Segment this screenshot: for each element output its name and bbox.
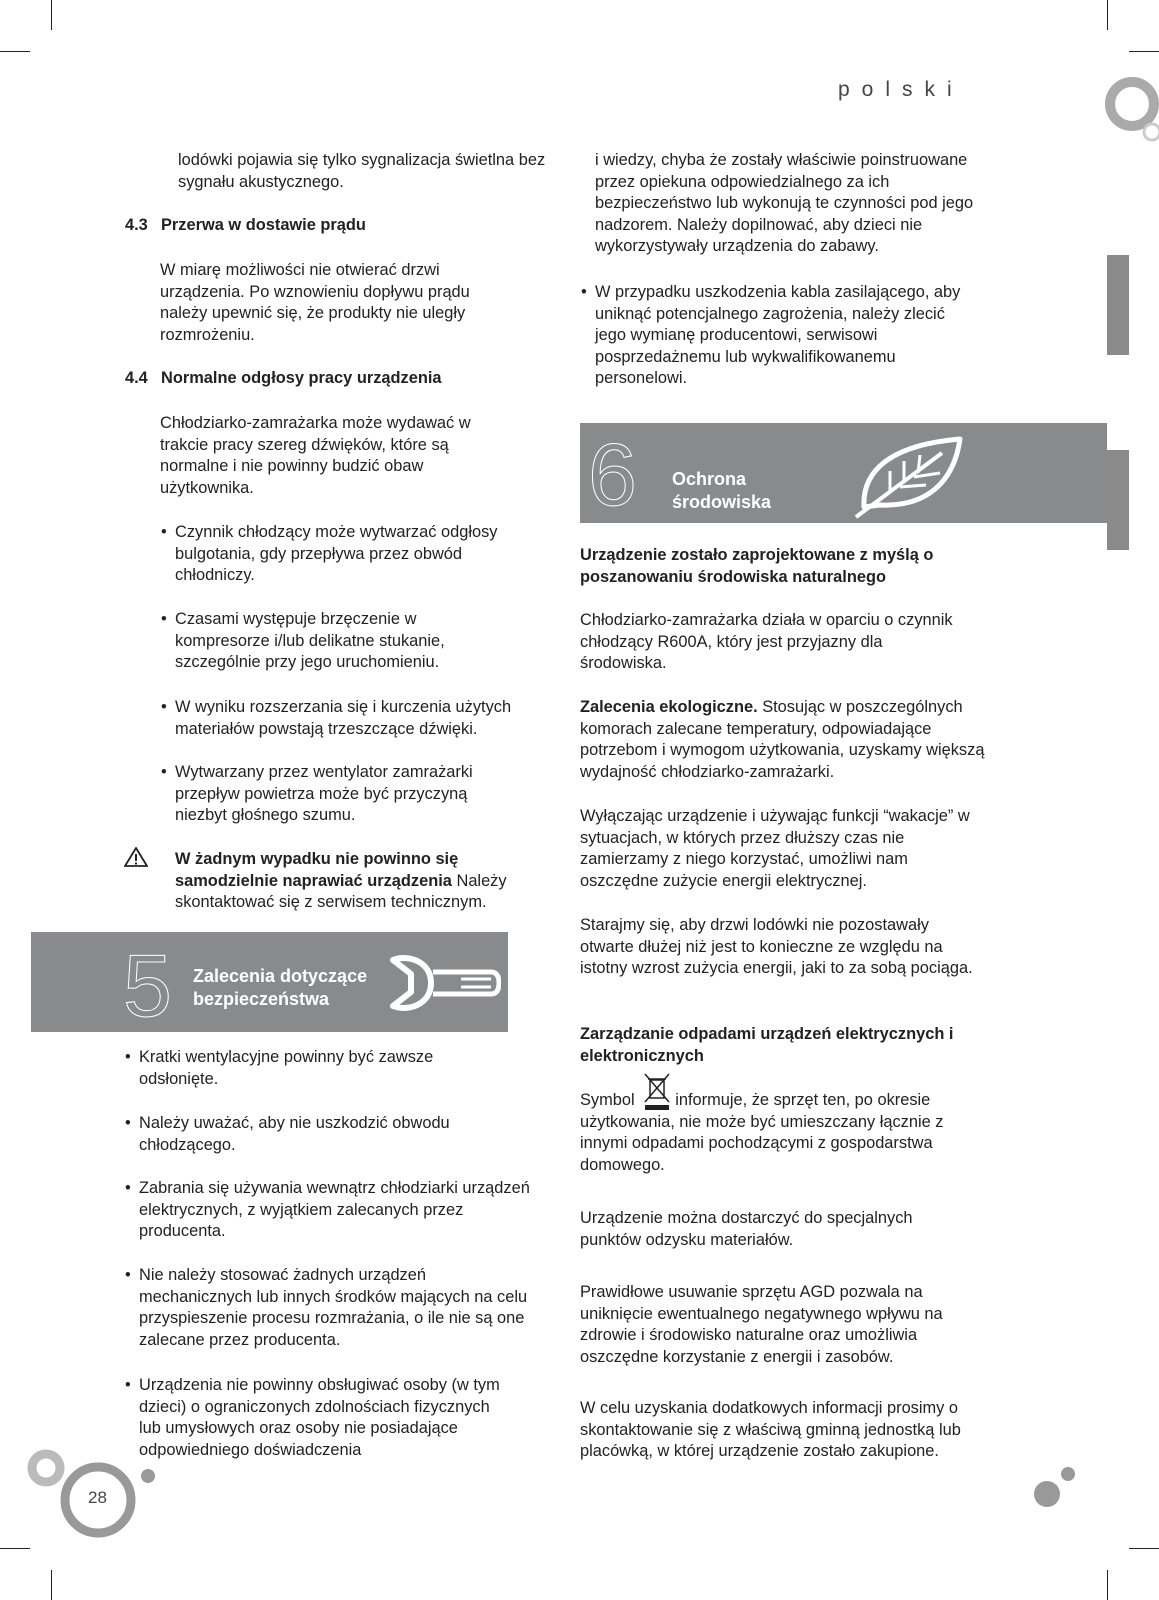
section-4-3-body: W miarę możliwości nie otwierać drzwi urządzenia. Po wznowieniu dopływu prądu należy upewnić się, że produkty nie uległy rozmrożeniu. bbox=[160, 261, 470, 344]
section-title: Zalecenia dotyczące bezpieczeństwa bbox=[193, 966, 368, 1009]
paragraph: Zalecenia ekologiczne. Stosując w poszczególnych komorach zalecane temperatury, odpowiadające potrzebom i wymogom użytkowania, uzyskamy większą wydajność chłodziarko-zamrażarki. bbox=[580, 698, 985, 781]
paragraph: Starajmy się, aby drzwi lodówki nie pozostawały otwarte dłużej niż jest to konieczne ze względu na istotny wzrost zużycia energii, jaki to za sobą pociąga. bbox=[580, 916, 973, 977]
section-4-3-heading: 4.3 Przerwa w dostawie prądu bbox=[125, 216, 366, 234]
crop-mark bbox=[1107, 0, 1108, 30]
list-item: • W wyniku rozszerzania się i kurczenia użytych materiałów powstają trzeszczące dźwięki. bbox=[161, 698, 512, 738]
section-number: 5 bbox=[123, 936, 172, 1035]
crop-mark bbox=[1129, 51, 1159, 52]
paragraph: Symbol informuje, że sprzęt ten, po okresie użytkowania, nie może być umieszczany łącznie z innymi odpadami pochodzącymi z gospodarstwa domowego. bbox=[580, 1091, 944, 1174]
section-4-4-heading: 4.4 Normalne odgłosy pracy urządzenia bbox=[125, 369, 442, 387]
crop-mark bbox=[51, 1570, 52, 1600]
section-tab bbox=[1107, 450, 1129, 550]
list-item: • Urządzenia nie powinny obsługiwać osoby (w tym dzieci) o ograniczonych zdolnościach fizycznych lub umysłowych oraz osoby nie posiadające odpowiedniego doświadczenia bbox=[125, 1376, 500, 1459]
language-label: polski bbox=[838, 78, 964, 101]
section-title: Ochrona środowiska bbox=[672, 469, 772, 512]
page-number: 28 bbox=[88, 1488, 107, 1507]
crossed-bin-icon bbox=[642, 1072, 672, 1112]
list-item: • Nie należy stosować żadnych urządzeń mechanicznych lub innych środków mających na celu przyspieszenie procesu rozmrażania, o ile nie są one zalecane przez producenta. bbox=[125, 1266, 528, 1349]
weee-heading: Zarządzanie odpadami urządzeń elektrycznych i elektronicznych bbox=[580, 1025, 954, 1065]
paragraph: W celu uzyskania dodatkowych informacji prosimy o skontaktowanie się z właściwą gminną jednostką lub placówką, w której urządzenie zostało zakupione. bbox=[580, 1399, 961, 1460]
decorative-circles-icon bbox=[1100, 76, 1159, 156]
decorative-circles-icon bbox=[1030, 1462, 1080, 1512]
environment-heading: Urządzenie zostało zaprojektowane z myślą o poszanowaniu środowiska naturalnego bbox=[580, 546, 934, 586]
list-item: • W przypadku uszkodzenia kabla zasilającego, aby uniknąć potencjalnego zagrożenia, należy zlecić jego wymianę producentowi, serwisowi posprzedażnemu lub wykwalifikowanemu personelowi. bbox=[581, 283, 961, 387]
warning-text: W żadnym wypadku nie powinno się samodzielnie naprawiać urządzenia Należy skontaktować się z serwisem technicznym. bbox=[175, 850, 507, 911]
wrench-icon bbox=[381, 950, 501, 1016]
continued-text: i wiedzy, chyba że zostały właściwie poinstruowane przez opiekuna odpowiedzialnego za ich bezpieczeństwo lub wykonują te czynności pod jego nadzorem. Należy dopilnować, aby dzieci nie wykorzystywały urządzenia do zabawy. bbox=[595, 151, 974, 255]
crop-mark bbox=[1107, 1570, 1108, 1600]
section-tab bbox=[1107, 255, 1129, 355]
paragraph: Prawidłowe usuwanie sprzętu AGD pozwala na uniknięcie ewentualnego negatywnego wpływu na zdrowie i środowisko naturalne oraz umożliwia oszczędne korzystanie z energii i zasobów. bbox=[580, 1283, 943, 1366]
crop-mark bbox=[1129, 1548, 1159, 1549]
list-item: • Wytwarzany przez wentylator zamrażarki przepływ powietrza może być przyczyną niezbyt głośnego szumu. bbox=[161, 763, 473, 824]
list-item: • Zabrania się używania wewnątrz chłodziarki urządzeń elektrycznych, z wyjątkiem zalecanych przez producenta. bbox=[125, 1179, 530, 1240]
list-item: • Kratki wentylacyjne powinny być zawsze odsłonięte. bbox=[125, 1048, 434, 1088]
list-item: • Czasami występuje brzęczenie w kompresorze i/lub delikatne stukanie, szczególnie przy jego uruchomieniu. bbox=[161, 610, 445, 671]
section-number: 6 bbox=[588, 425, 637, 524]
list-item: • Czynnik chłodzący może wytwarzać odgłosy bulgotania, gdy przepływa przez obwód chłodniczy. bbox=[161, 523, 498, 584]
section-6-banner bbox=[580, 423, 1107, 523]
list-item: • Należy uważać, aby nie uszkodzić obwodu chłodzącego. bbox=[125, 1114, 450, 1154]
paragraph: Wyłączając urządzenie i używając funkcji “wakacje” w sytuacjach, w których przez dłuższy czas nie zamierzamy z niego korzystać, umożliwi nam oszczędne zużycie energii elektrycznej. bbox=[580, 807, 970, 890]
crop-mark bbox=[51, 0, 52, 30]
paragraph: Chłodziarko-zamrażarka działa w oparciu o czynnik chłodzący R600A, który jest przyjazny dla środowiska. bbox=[580, 611, 953, 672]
paragraph: Urządzenie można dostarczyć do specjalnych punktów odzysku materiałów. bbox=[580, 1209, 913, 1249]
section-5-banner bbox=[31, 932, 508, 1035]
continued-text: lodówki pojawia się tylko sygnalizacja świetlna bez sygnału akustycznego. bbox=[178, 151, 546, 191]
leaf-icon bbox=[850, 431, 970, 519]
warning-icon bbox=[124, 847, 148, 867]
crop-mark bbox=[0, 51, 30, 52]
section-4-4-body: Chłodziarko-zamrażarka może wydawać w trakcie pracy szereg dźwięków, które są normalne i nie powinny budzić obaw użytkownika. bbox=[160, 414, 471, 497]
